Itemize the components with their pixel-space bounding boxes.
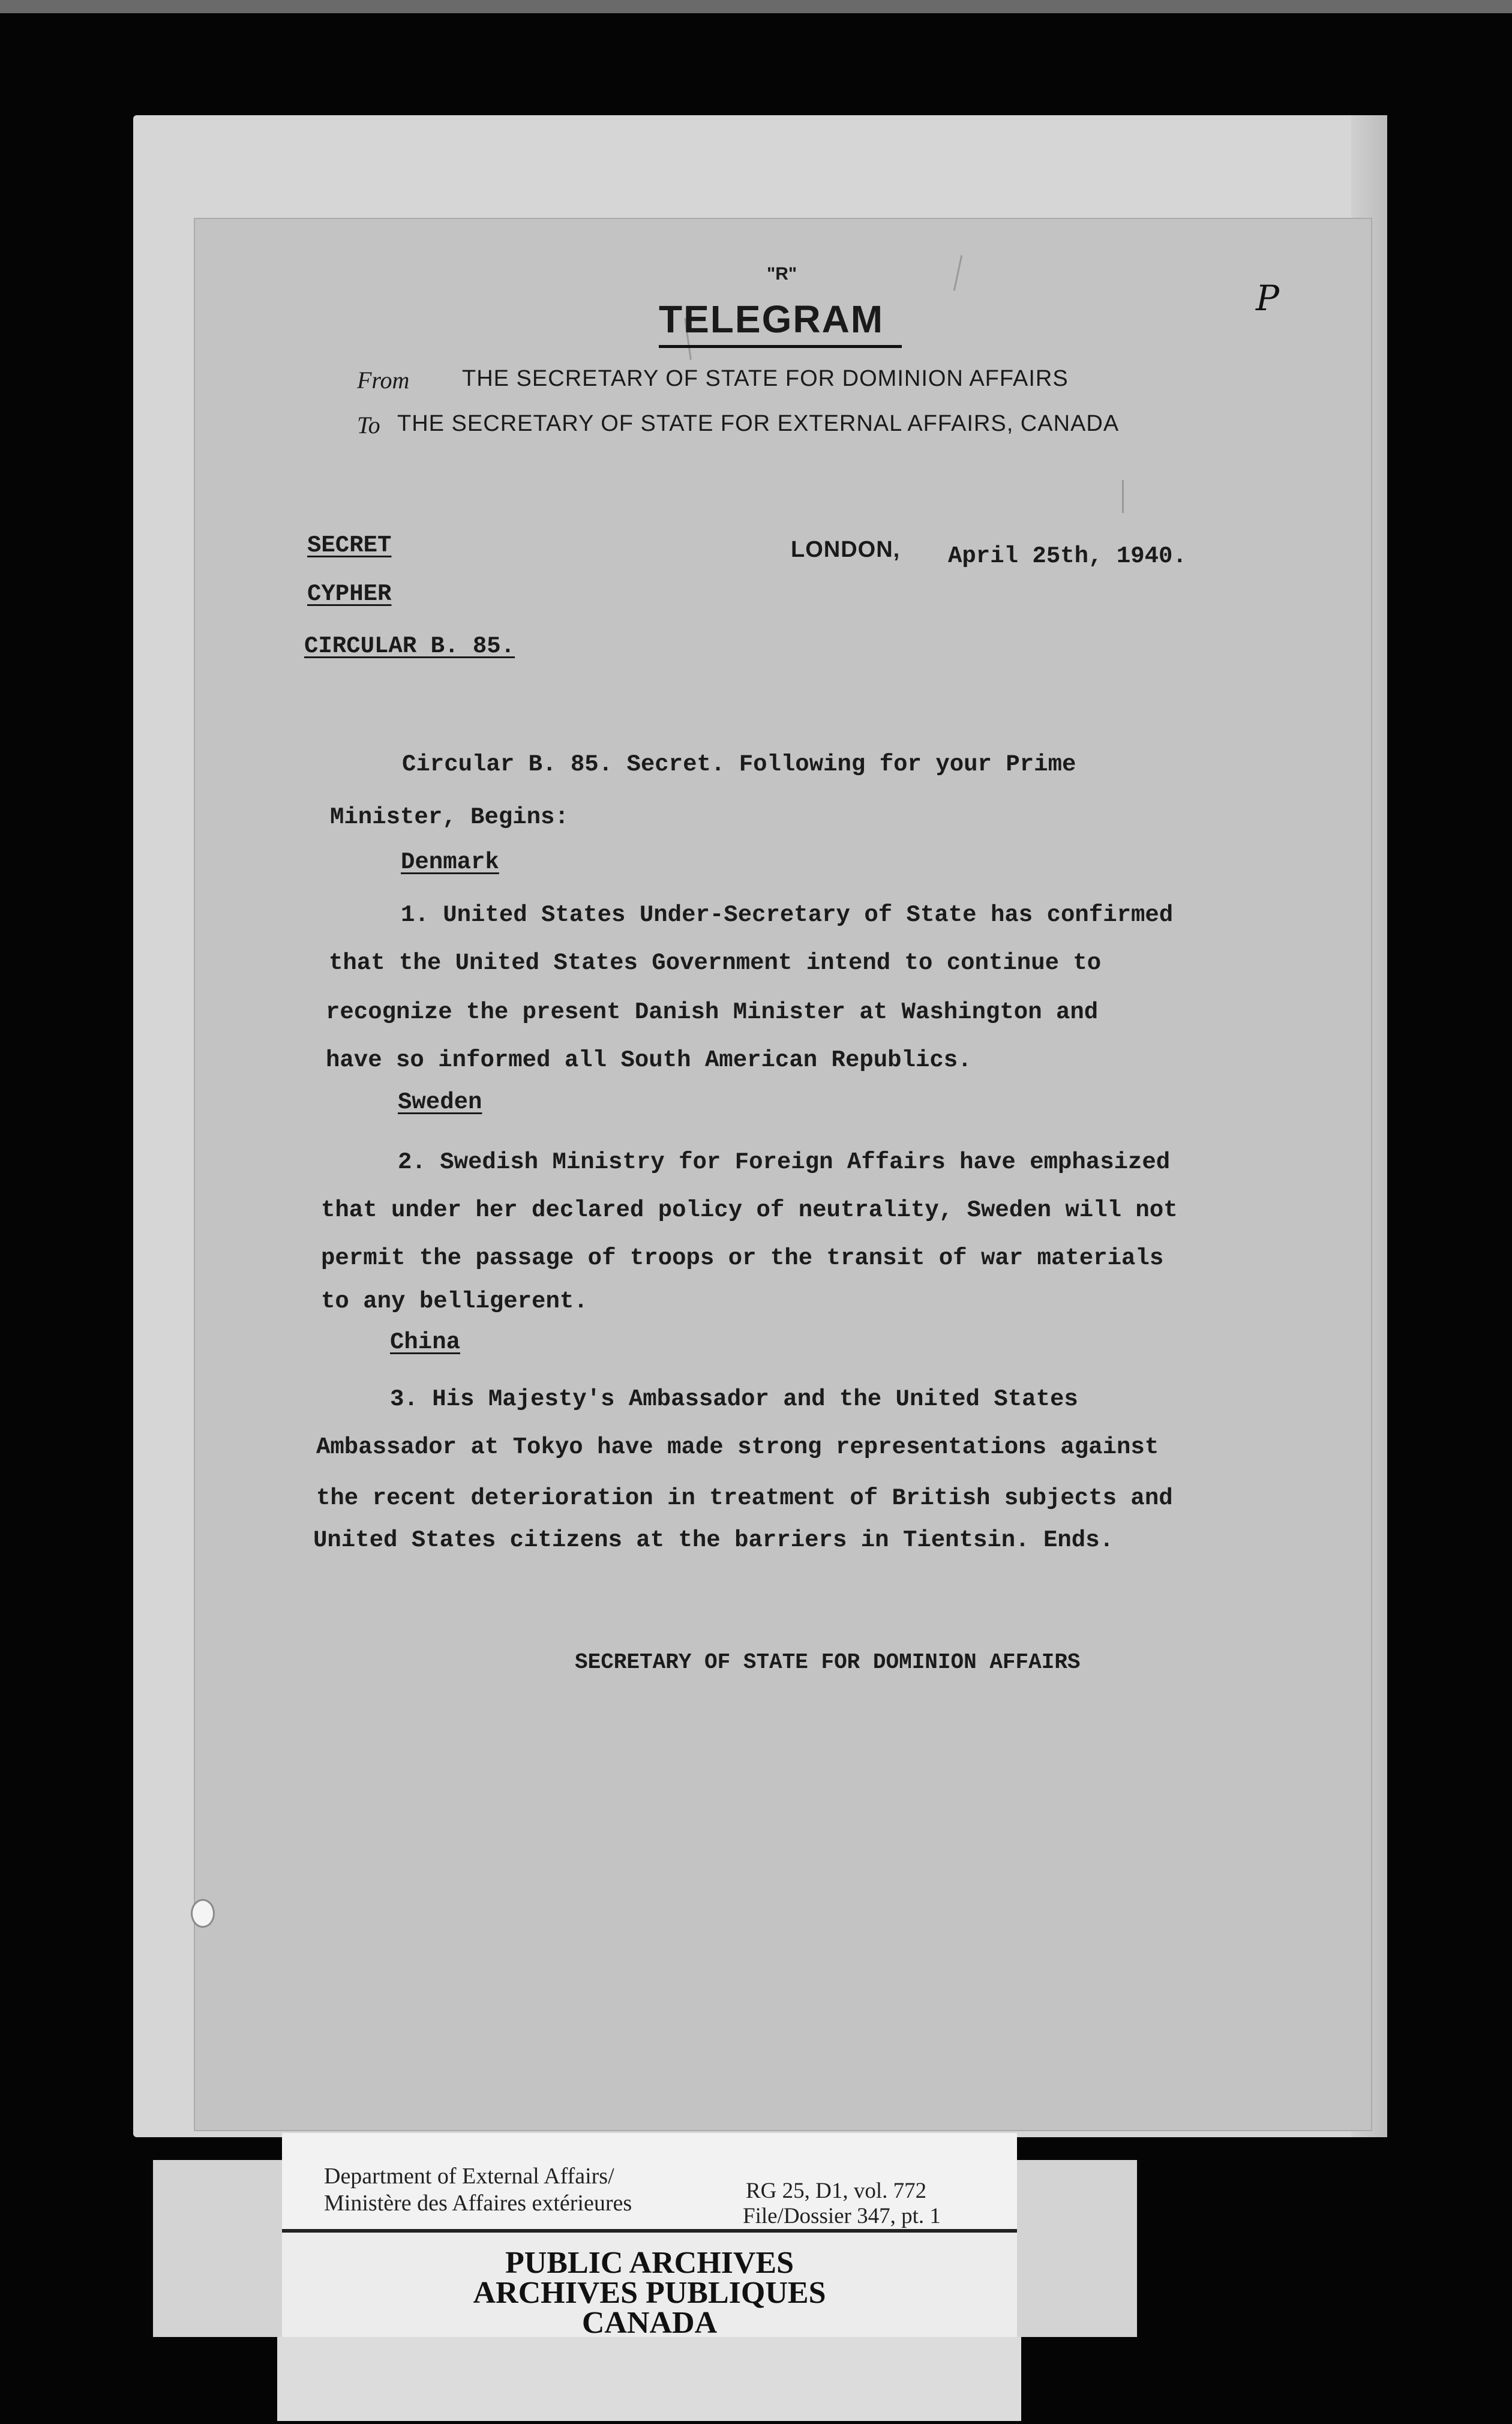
date-label: April 25th, 1940. bbox=[948, 543, 1187, 569]
from-value: THE SECRETARY OF STATE FOR DOMINION AFFAIRS bbox=[462, 366, 1069, 391]
section-line: have so informed all South American Republics. bbox=[326, 1047, 972, 1073]
section-heading-china: China bbox=[390, 1329, 461, 1355]
paper-scratch bbox=[1122, 480, 1124, 513]
page-title: TELEGRAM bbox=[659, 298, 884, 341]
section-line: 3. His Majesty's Ambassador and the United States bbox=[390, 1386, 1078, 1412]
section-line: Ambassador at Tokyo have made strong representations against bbox=[316, 1434, 1159, 1460]
intro-line: Minister, Begins: bbox=[330, 804, 569, 830]
cypher-label: CYPHER bbox=[307, 581, 392, 607]
section-line: United States citizens at the barriers in Tientsin. Ends. bbox=[313, 1527, 1114, 1553]
section-line: that the United States Government intend to continue to bbox=[329, 950, 1102, 976]
section-line: that under her declared policy of neutrality, Sweden will not bbox=[321, 1197, 1178, 1223]
handwritten-mark: P bbox=[1256, 278, 1280, 319]
section-line: to any belligerent. bbox=[321, 1288, 588, 1315]
classification-mark: "R" bbox=[767, 264, 797, 284]
section-heading-denmark: Denmark bbox=[401, 849, 499, 875]
section-line: 2. Swedish Ministry for Foreign Affairs have emphasized bbox=[398, 1149, 1171, 1175]
section-line: permit the passage of troops or the transit of war materials bbox=[321, 1245, 1164, 1271]
circular-label: CIRCULAR B. 85. bbox=[304, 633, 515, 659]
paper-scratch bbox=[953, 255, 962, 290]
title-underline bbox=[659, 345, 902, 348]
section-heading-sweden: Sweden bbox=[398, 1089, 482, 1115]
punch-hole-bottom bbox=[191, 1899, 215, 1928]
from-label: From bbox=[357, 367, 410, 394]
archive-dept-en: Department of External Affairs/ bbox=[324, 2164, 614, 2189]
signature: SECRETARY OF STATE FOR DOMINION AFFAIRS bbox=[575, 1650, 1081, 1675]
secret-label: SECRET bbox=[307, 532, 392, 559]
section-line: 1. United States Under-Secretary of State has confirmed bbox=[401, 902, 1174, 928]
to-label: To bbox=[357, 412, 380, 439]
place-label: LONDON, bbox=[791, 537, 901, 562]
archive-ref-volume: RG 25, D1, vol. 772 bbox=[746, 2179, 927, 2203]
archive-stamp-line: ARCHIVES PUBLIQUES bbox=[473, 2276, 826, 2310]
archive-stamp-line: PUBLIC ARCHIVES bbox=[505, 2246, 794, 2280]
section-line: the recent deterioration in treatment of British subjects and bbox=[316, 1485, 1173, 1511]
archive-ref-file: File/Dossier 347, pt. 1 bbox=[743, 2204, 941, 2228]
archive-label-foot bbox=[277, 2337, 1021, 2421]
film-top-edge bbox=[0, 0, 1512, 13]
archive-stamp-line: CANADA bbox=[581, 2306, 718, 2340]
to-value: THE SECRETARY OF STATE FOR EXTERNAL AFFAIRS, CANADA bbox=[397, 411, 1120, 436]
section-line: recognize the present Danish Minister at Washington and bbox=[326, 999, 1099, 1025]
intro-line: Circular B. 85. Secret. Following for your Prime bbox=[402, 751, 1076, 778]
archive-dept-fr: Ministère des Affaires extérieures bbox=[324, 2191, 632, 2216]
